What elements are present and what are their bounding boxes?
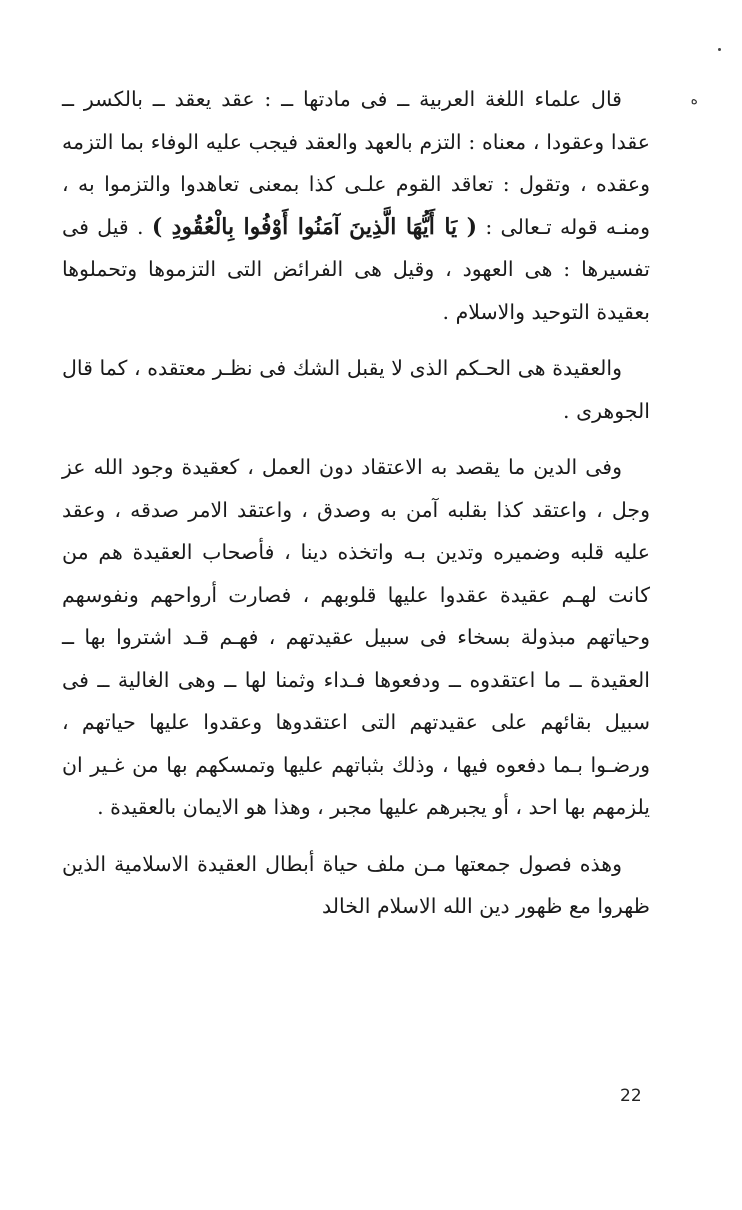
- page-number: 22: [620, 1086, 642, 1106]
- body-text: [62, 78, 650, 942]
- paragraph-3: وفى الدين ما يقصد به الاعتقاد دون العمل ، كعقيدة وجود الله عز وجل ، واعتقد كذا بقلبه آمن به وصدق ، واعتقد الامر صدقه ، وعقد عليه قلبه وضميره وتدين بـه واتخذه دينا ، فأصحاب العقيدة هم من كانت لهـم عقيدة عقدوا عليها قلوبهم ، فصارت أرواحهم ونفوسهم وحياتهم مبذولة بسخاء فى سبيل عقيدتهم ، فهـم قـد اشتروا بها ــ العقيدة ــ ما اعتقدوه ــ ودفعوها فـداء وثمنا لها ــ وهى الغالية ــ فى سبيل بقائهم على عقيدتهم التى اعتقدوها وعقدوا عليها حياتهم ، ورضـوا بـما دفعوه فيها ، وذلك بثباتهم عليها وتمسكهم بها من غـير ان يلزمهم بها احد ، أو يجبرهم عليها مجبر ، وهذا هو الايمان بالعقيدة .: [62, 455, 650, 819]
- quranic-verse: ( يَا أَيُّهَا الَّذِينَ آمَنُوا أَوْفُوا بِالْعُقُودِ ): [151, 213, 478, 240]
- paragraph-1-after: . قيل فى تفسيرها : هى العهود ، وقيل هى الفرائض التى التزموها وتحملوها بعقيدة التوحيد والاسلام .: [62, 214, 650, 324]
- margin-mark: ه: [690, 92, 698, 108]
- paragraph-2: والعقيدة هى الحـكم الذى لا يقبل الشك فى نظـر معتقده ، كما قال الجوهرى .: [62, 356, 650, 423]
- paragraph-4: وهذه فصول جمعتها مـن ملف حياة أبطال العقيدة الاسلامية الذين ظهروا مع ظهور دين الله الاسلام الخالد: [62, 851, 650, 918]
- ink-speck: [718, 48, 721, 51]
- paragraph-1-before: قال علماء اللغة العربية ــ فى مادتها ــ : عقد يعقد ــ بالكسر ــ عقدا وعقودا ، معناه : التزم بالعهد والعقد فيجب عليه الوفاء بما التزمه وعقده ، وتقول : تعاقد القوم علـى كذا بمعنى تعاهدوا والتزموا به ، ومنـه قوله تـعالى :: [62, 87, 650, 239]
- paragraph-1: [62, 78, 650, 333]
